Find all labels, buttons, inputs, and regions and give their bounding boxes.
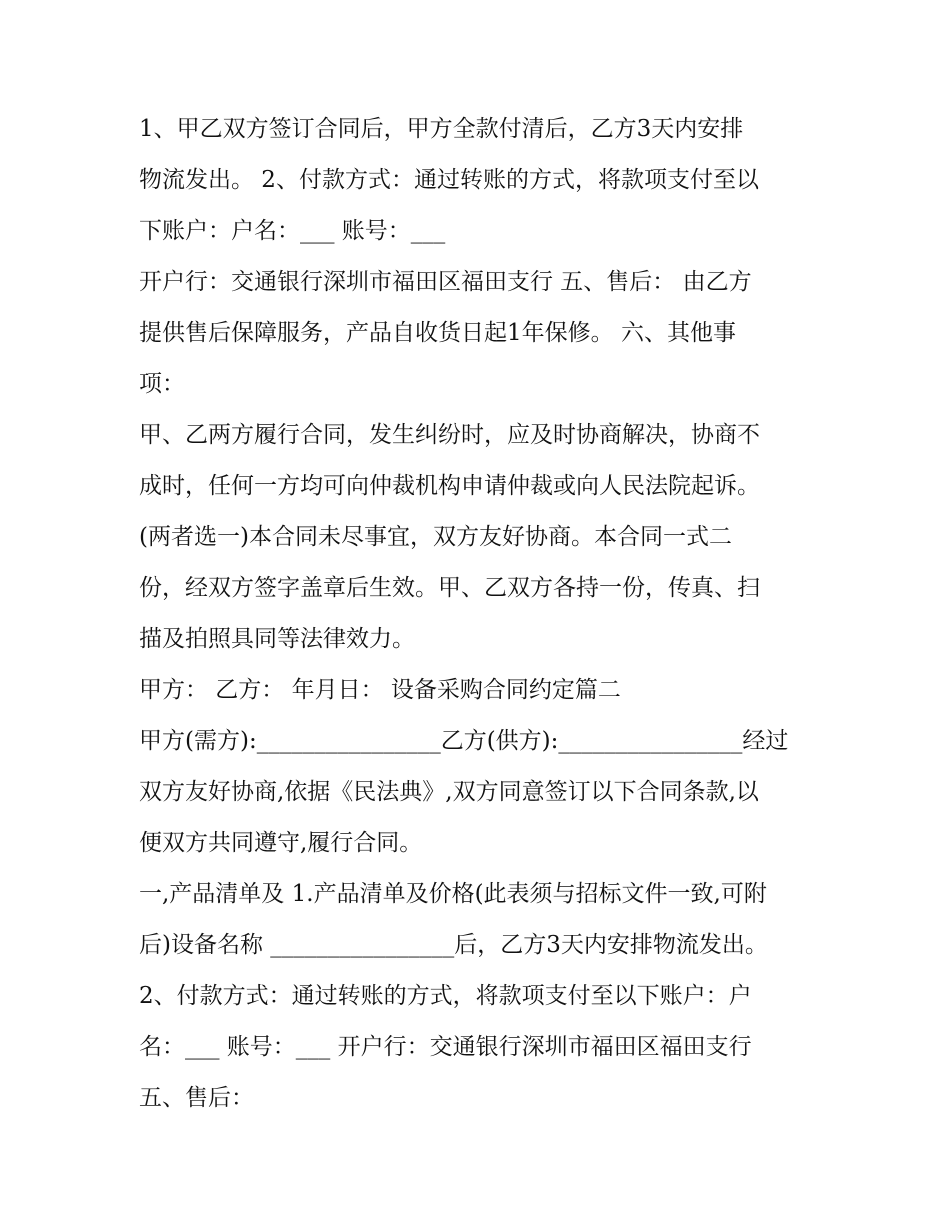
text-line: 描及拍照具同等法律效力。 <box>139 626 415 652</box>
text-line: 物流发出。 2、付款方式：通过转账的方式，将款项支付至以 <box>139 167 759 193</box>
text-line: 开户行：交通银行深圳市福田区福田支行 五、售后： 由乙方 <box>139 269 752 295</box>
text-line: 甲、乙两方履行合同，发生纠纷时，应及时协商解决，协商不 <box>139 422 760 448</box>
text-line: 一,产品清单及 1.产品清单及价格(此表须与招标文件一致,可附 <box>139 881 767 907</box>
text-line: 后)设备名称 ________________后，乙方3天内安排物流发出。 <box>139 932 768 958</box>
text-line: 甲方： 乙方： 年月日： 设备采购合同约定篇二 <box>139 677 621 703</box>
text-line: 甲方(需方):________________乙方(供方):________________经过 <box>139 728 789 754</box>
text-line: 成时，任何一方均可向仲裁机构申请仲裁或向人民法院起诉。 <box>139 473 760 499</box>
text-line: 1、甲乙双方签订合同后，甲方全款付清后，乙方3天内安排 <box>139 116 744 142</box>
text-line: 提供售后保障服务，产品自收货日起1年保修。 六、其他事 <box>139 320 736 346</box>
text-line: 名：___ 账号：___ 开户行：交通银行深圳市福田区福田支行 <box>139 1034 752 1060</box>
text-line: 五、售后： <box>139 1085 254 1111</box>
text-line: 便双方共同遵守,履行合同。 <box>139 830 423 856</box>
document-body <box>139 104 819 1124</box>
text-line: 双方友好协商,依据《民法典》,双方同意签订以下合同条款,以 <box>139 779 759 805</box>
text-line: 项： <box>139 371 185 397</box>
text-line: (两者选一)本合同未尽事宜，双方友好协商。本合同一式二 <box>139 524 732 550</box>
text-line: 2、付款方式：通过转账的方式，将款项支付至以下账户：户 <box>139 983 752 1009</box>
text-line: 份，经双方签字盖章后生效。甲、乙双方各持一份，传真、扫 <box>139 575 760 601</box>
text-line: 下账户：户名：___ 账号：___ <box>139 218 446 244</box>
